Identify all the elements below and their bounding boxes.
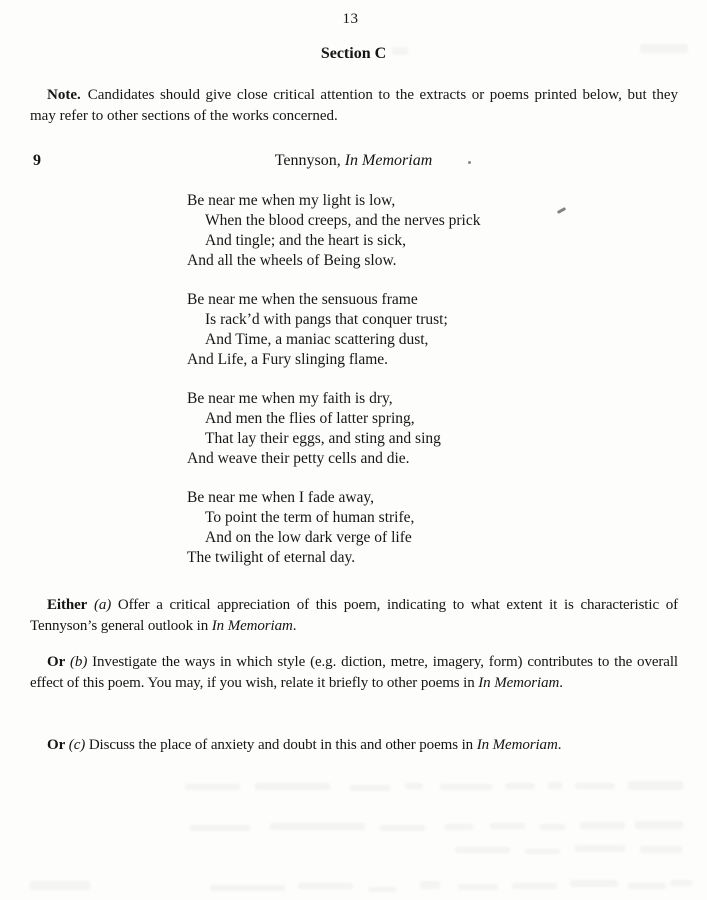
bleed-through-artifact bbox=[210, 885, 285, 891]
work-name-inline: In Memoriam bbox=[476, 737, 558, 753]
note-label: Note. bbox=[47, 87, 81, 103]
work-name-inline: In Memoriam bbox=[478, 674, 560, 691]
scan-speck bbox=[468, 161, 471, 164]
bleed-through-artifact bbox=[405, 783, 423, 789]
bleed-through-artifact bbox=[420, 881, 440, 889]
bleed-through-artifact bbox=[368, 887, 396, 892]
prompt-or-b bbox=[30, 652, 678, 693]
bleed-through-artifact bbox=[190, 825, 250, 831]
poem-line: The twilight of eternal day. bbox=[187, 549, 356, 566]
bleed-through-artifact bbox=[575, 845, 625, 852]
scan-tick-mark bbox=[557, 207, 566, 214]
bleed-through-artifact bbox=[548, 782, 562, 789]
poem-stanza-1 bbox=[187, 191, 480, 271]
prompt-text: Discuss the place of anxiety and doubt in this and other poems in bbox=[88, 737, 477, 753]
bleed-through-artifact bbox=[298, 883, 353, 889]
bleed-through-artifact bbox=[628, 883, 666, 889]
bleed-through-artifact bbox=[540, 824, 565, 830]
poem-line: To point the term of human strife, bbox=[205, 509, 415, 526]
prompt-text: Investigate the ways in which style (e.g. diction, metre, imagery, form) contributes to the overall effect of this poem. You may, if you wish, relate it briefly to other poems in bbox=[30, 654, 678, 691]
poem-line: That lay their eggs, and sting and sing bbox=[205, 430, 441, 447]
bleed-through-artifact bbox=[640, 846, 682, 853]
prompt-text: Offer a critical appreciation of this poem, indicating to what extent it is characteristic of Tennyson’s general outlook in bbox=[30, 597, 679, 634]
work-name: In Memoriam bbox=[344, 152, 433, 169]
bleed-through-artifact bbox=[628, 781, 683, 790]
bleed-through-artifact bbox=[670, 880, 692, 886]
bleed-through-artifact bbox=[580, 822, 625, 829]
bleed-through-artifact bbox=[350, 785, 390, 791]
poem-extract bbox=[187, 191, 480, 587]
bleed-through-artifact bbox=[575, 783, 615, 789]
bleed-through-artifact bbox=[445, 824, 473, 830]
work-title bbox=[0, 152, 707, 170]
poem-line: Be near me when I fade away, bbox=[187, 489, 375, 506]
prompt-lead: Or bbox=[47, 654, 66, 670]
prompt-lead: Either bbox=[47, 597, 88, 613]
work-name-inline: In Memoriam bbox=[211, 617, 293, 634]
poem-line: And Life, a Fury slinging flame. bbox=[187, 351, 389, 368]
bleed-through-artifact bbox=[270, 823, 365, 830]
poem-stanza-3 bbox=[187, 389, 480, 469]
poem-line: And men the flies of latter spring, bbox=[205, 410, 415, 427]
poem-line: Be near me when the sensuous frame bbox=[187, 291, 418, 308]
poem-line: Be near me when my light is low, bbox=[187, 192, 396, 209]
bleed-through-artifact bbox=[570, 880, 618, 887]
page-number: 13 bbox=[342, 11, 359, 27]
note-paragraph bbox=[30, 85, 678, 126]
poem-line: And tingle; and the heart is sick, bbox=[205, 232, 407, 249]
prompt-option-letter: (b) bbox=[70, 654, 88, 670]
bleed-through-artifact bbox=[255, 783, 330, 790]
prompt-option-letter: (a) bbox=[93, 597, 112, 613]
bleed-through-artifact bbox=[505, 783, 535, 789]
poem-line: And weave their petty cells and die. bbox=[187, 450, 410, 467]
prompt-or-c bbox=[30, 735, 678, 756]
poem-stanza-4 bbox=[187, 488, 480, 568]
bleed-through-artifact bbox=[525, 849, 560, 854]
poem-stanza-2 bbox=[187, 290, 480, 370]
prompt-tail: . bbox=[292, 617, 297, 634]
poem-line: Be near me when my faith is dry, bbox=[187, 390, 393, 407]
bleed-through-artifact bbox=[640, 44, 688, 53]
prompt-lead: Or bbox=[47, 737, 66, 753]
prompt-either-a bbox=[30, 595, 678, 636]
section-heading: Section C bbox=[320, 45, 387, 62]
poem-line: And Time, a maniac scattering dust, bbox=[205, 331, 429, 348]
bleed-through-artifact bbox=[30, 881, 90, 890]
bleed-through-artifact bbox=[455, 847, 510, 853]
bleed-through-artifact bbox=[490, 823, 525, 829]
author-name: Tennyson, bbox=[274, 152, 341, 169]
bleed-through-artifact bbox=[440, 784, 492, 790]
question-number: 9 bbox=[33, 152, 41, 169]
prompt-tail: . bbox=[559, 674, 563, 691]
bleed-through-artifact bbox=[512, 883, 557, 889]
poem-line: When the blood creeps, and the nerves prick bbox=[205, 212, 481, 229]
poem-line: Is rack’d with pangs that conquer trust; bbox=[205, 311, 448, 328]
poem-line: And all the wheels of Being slow. bbox=[187, 252, 397, 269]
bleed-through-artifact bbox=[635, 821, 683, 829]
note-text: Candidates should give close critical attention to the extracts or poems printed below, but they may refer to other sections of the works concerned. bbox=[30, 87, 678, 124]
prompt-option-letter: (c) bbox=[68, 737, 86, 753]
bleed-through-artifact bbox=[392, 47, 408, 55]
bleed-through-artifact bbox=[380, 825, 425, 831]
prompt-tail: . bbox=[557, 737, 562, 753]
bleed-through-artifact bbox=[185, 784, 240, 790]
poem-line: And on the low dark verge of life bbox=[205, 529, 412, 546]
bleed-through-artifact bbox=[458, 884, 498, 890]
